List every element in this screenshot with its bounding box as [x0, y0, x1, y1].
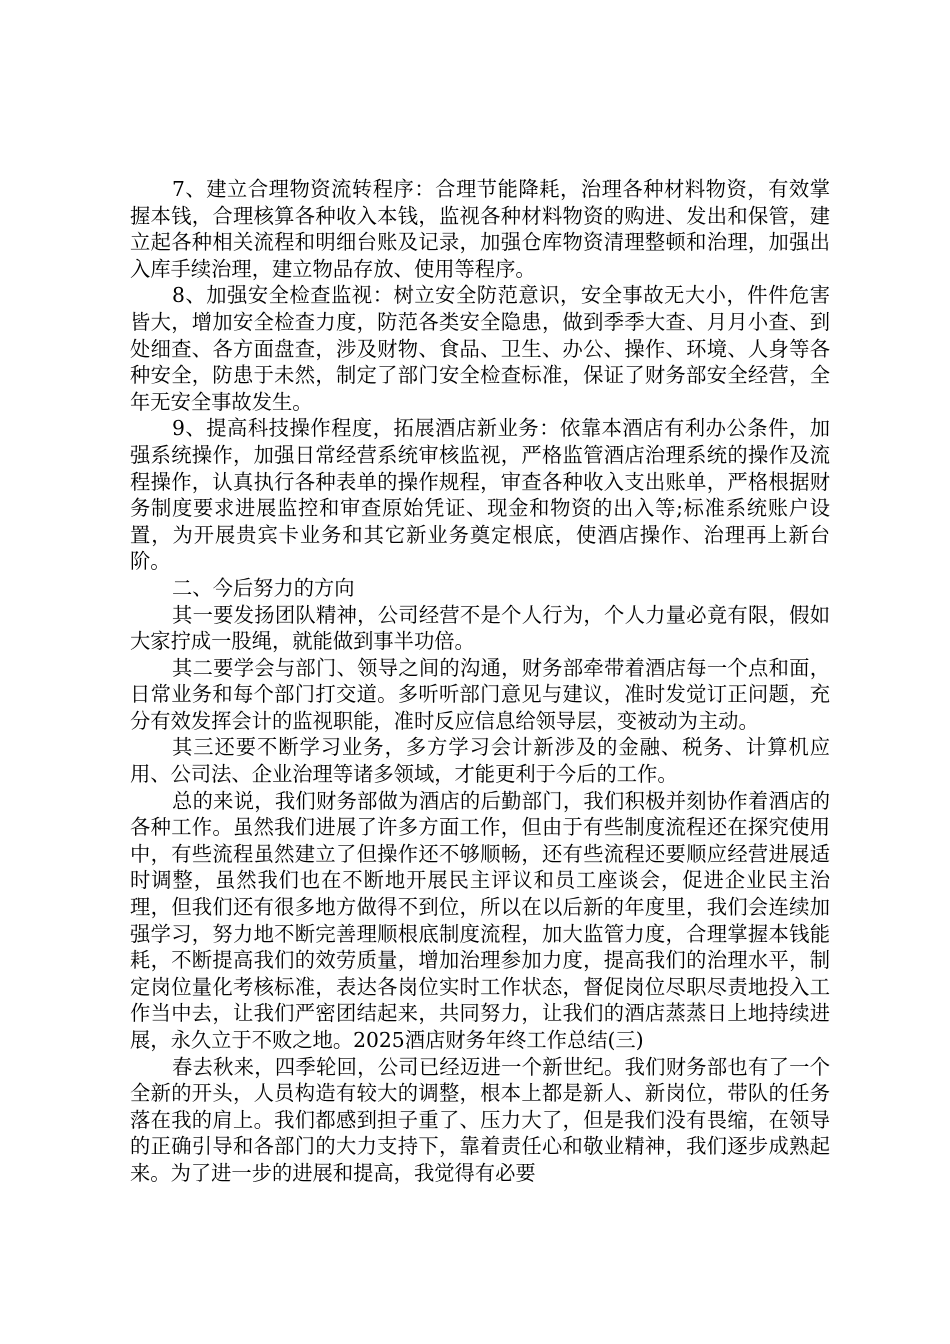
paragraph-communication: 其二要学会与部门、领导之间的沟通，财务部牵带着酒店每一个点和面，日常业务和每个部门打交道。多听听部门意见与建议，准时发觉订正问题，充分有效发挥会计的监视职能，准时反应信息给领导层，变被动为主动。	[130, 655, 830, 733]
paragraph-summary: 总的来说，我们财务部做为酒店的后勤部门，我们积极并刻协作着酒店的各种工作。虽然我们进展了许多方面工作，但由于有些制度流程还在探究使用中，有些流程虽然建立了但操作还不够顺畅，还有些流程还要顺应经营进展适时调整，虽然我们也在不断地开展民主评议和员工座谈会，促进企业民主治理，但我们还有很多地方做得不到位，所以在以后新的年度里，我们会连续加强学习，努力地不断完善理顺根底制度流程，加大监管力度，合理掌握本钱能耗，不断提高我们的效劳质量，增加治理参加力度，提高我们的治理水平，制定岗位量化考核标准，表达各岗位实时工作状态，督促岗位尽职尽责地投入工作当中去，让我们严密团结起来，共同努力，让我们的酒店蒸蒸日上地持续进展，永久立于不败之地。2025酒店财务年终工作总结(三)	[130, 788, 830, 1052]
document-page	[130, 176, 830, 1187]
paragraph-safety-inspection: 8、加强安全检查监视：树立安全防范意识，安全事故无大小，件件危害皆大，增加安全检查力度，防范各类安全隐患，做到季季大查、月月小查、到处细查、各方面盘查，涉及财物、食品、卫生、办公、操作、环境、人身等各种安全，防患于未然，制定了部门安全检查标准，保证了财务部安全经营，全年无安全事故发生。	[130, 283, 830, 414]
paragraph-new-beginning: 春去秋来，四季轮回，公司已经迈进一个新世纪。我们财务部也有了一个全新的开头，人员构造有较大的调整，根本上都是新人、新岗位，带队的任务落在我的肩上。我们都感到担子重了、压力大了，但是我们没有畏缩，在领导的正确引导和各部门的大力支持下，靠着责任心和敬业精神，我们逐步成熟起来。为了进一步的进展和提高，我觉得有必要	[130, 1054, 830, 1185]
paragraph-learning: 其三还要不断学习业务，多方学习会计新涉及的金融、税务、计算机应用、公司法、企业治理等诸多领域，才能更利于今后的工作。	[130, 735, 830, 787]
paragraph-technology-operation: 9、提高科技操作程度，拓展酒店新业务：依靠本酒店有利办公条件，加强系统操作，加强日常经营系统审核监视，严格监管酒店治理系统的操作及流程操作，认真执行各种表单的操作规程，审查各种收入支出账单，严格根据财务制度要求进展监控和审查原始凭证、现金和物资的出入等;标准系统账户设置，为开展贵宾卡业务和其它新业务奠定根底，使酒店操作、治理再上新台阶。	[130, 416, 830, 574]
paragraph-material-flow: 7、建立合理物资流转程序：合理节能降耗，治理各种材料物资，有效掌握本钱，合理核算各种收入本钱，监视各种材料物资的购进、发出和保管，建立起各种相关流程和明细台账及记录，加强仓库物资清理整顿和治理，加强出入库手续治理，建立物品存放、使用等程序。	[130, 177, 830, 281]
section-heading-future-direction: 二、今后努力的方向	[172, 575, 355, 600]
paragraph-teamwork: 其一要发扬团队精神，公司经营不是个人行为，个人力量必竟有限，假如大家拧成一股绳，就能做到事半功倍。	[130, 602, 830, 654]
